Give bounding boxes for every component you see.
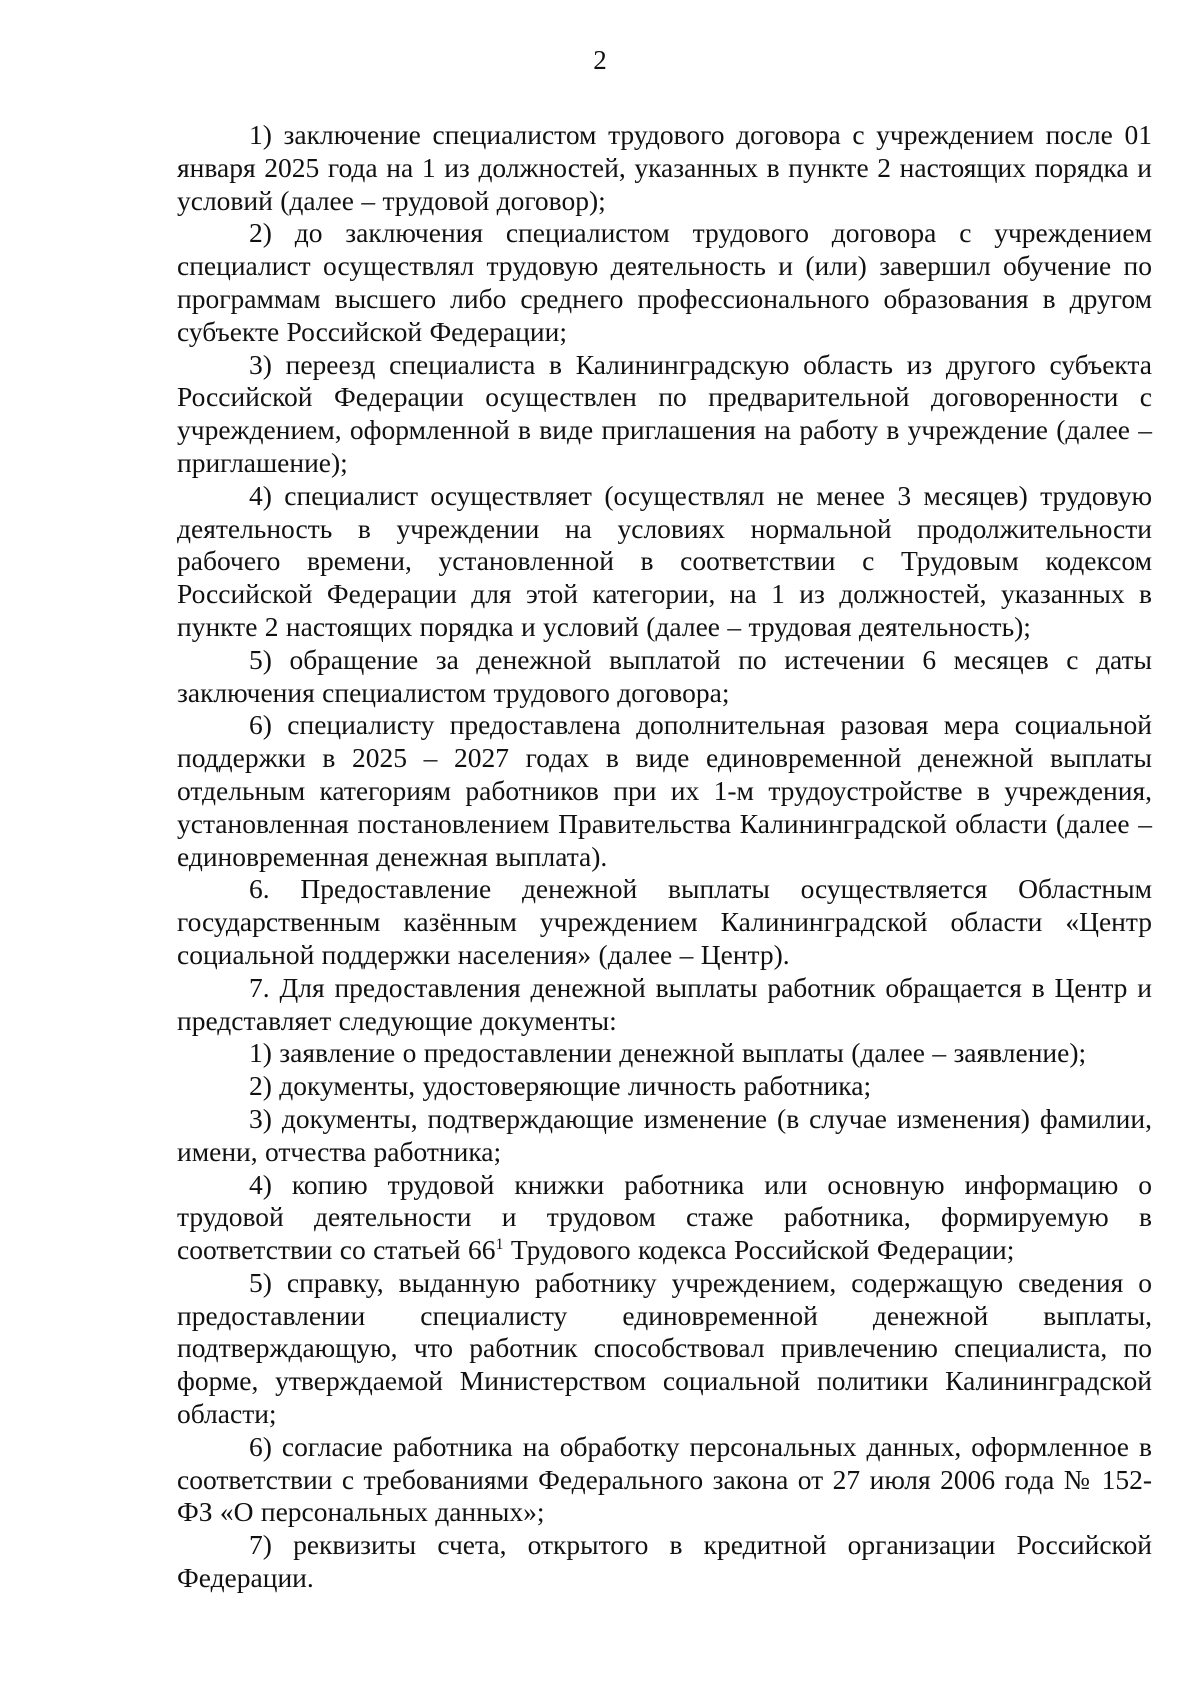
paragraph-document-7: 7) реквизиты счета, открытого в кредитной организации Российской Федерации. [177,1529,1152,1594]
paragraph-document-3: 3) документы, подтверждающие изменение (в случае изменения) фамилии, имени, отчества работника; [177,1102,1152,1167]
paragraph-document-5: 5) справку, выданную работнику учреждением, содержащую сведения о предоставлении специалисту единовременной денежной выплаты, подтверждающую, что работник способствовал привлечению специалиста, по форме, утверждаемой Министерством социальной политики Калининградской области; [177,1266,1152,1430]
paragraph-condition-5: 5) обращение за денежной выплатой по истечении 6 месяцев с даты заключения специалистом трудового договора; [177,643,1152,708]
paragraph-clause-6: 6. Предоставление денежной выплаты осуществляется Областным государственным казённым учреждением Калининградской области «Центр социальной поддержки населения» (далее – Центр). [177,873,1152,970]
paragraph-condition-4: 4) специалист осуществляет (осуществлял не менее 3 месяцев) трудовую деятельность в учреждении на условиях нормальной продолжительности рабочего времени, установленной в соответствии с Трудовым кодексом Российской Федерации для этой категории, на 1 из должностей, указанных в пункте 2 настоящих порядка и условий (далее – трудовая деятельность); [177,479,1152,642]
paragraph-condition-6: 6) специалисту предоставлена дополнительная разовая мера социальной поддержки в 2025 – 2027 годах в виде единовременной денежной выплаты отдельным категориям работников при их 1-м трудоустройстве в учреждения, установленная постановлением Правительства Калининградской области (далее – единовременная денежная выплата). [177,709,1152,872]
paragraph-condition-3: 3) переезд специалиста в Калининградскую область из другого субъекта Российской Федерации осуществлен по предварительной договоренности с учреждением, оформленной в виде приглашения на работу в учреждение (далее – приглашение); [177,348,1152,478]
paragraph-clause-7: 7. Для предоставления денежной выплаты работник обращается в Центр и представляет следующие документы: [177,971,1152,1036]
page-number: 2 [593,45,607,75]
paragraph-document-1: 1) заявление о предоставлении денежной выплаты (далее – заявление); [249,1037,1087,1069]
paragraph-document-4-tail: Трудового кодекса Российской Федерации; [503,1234,1015,1266]
paragraph-condition-2: 2) до заключения специалистом трудового договора с учреждением специалист осуществлял трудовую деятельность и (или) завершил обучение по программам высшего либо среднего профессионального образования в другом субъекте Российской Федерации; [177,217,1152,347]
paragraph-document-4 [177,1169,1152,1267]
paragraph-document-4-text: 4) копию трудовой книжки работника или основную информацию о трудовой деятельности и трудовом стаже работника, формируемую в соответствии со статьей 66 [177,1168,1152,1266]
article-superscript: 1 [495,1235,504,1253]
paragraph-document-2: 2) документы, удостоверяющие личность работника; [249,1070,872,1102]
paragraph-document-6: 6) согласие работника на обработку персональных данных, оформленное в соответствии с требованиями Федерального закона от 27 июля 2006 года № 152-ФЗ «О персональных данных»; [177,1430,1152,1528]
paragraph-condition-1: 1) заключение специалистом трудового договора с учреждением после 01 января 2025 года на 1 из должностей, указанных в пункте 2 настоящих порядка и условий (далее – трудовой договор); [177,119,1152,216]
document-body [177,119,1152,1595]
